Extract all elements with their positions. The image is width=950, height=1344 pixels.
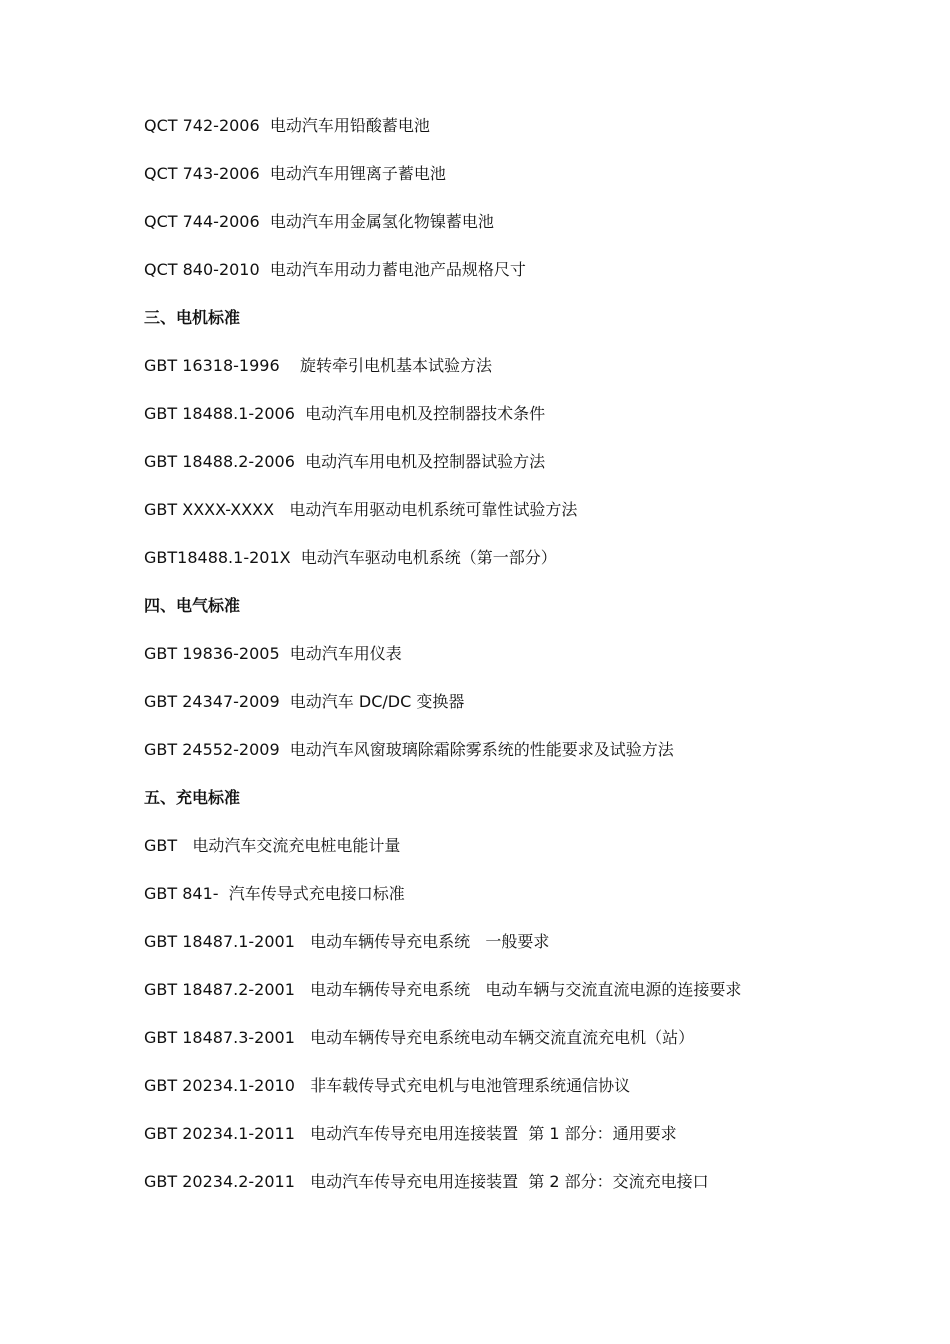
section-heading-charging: 五、充电标准: [144, 788, 241, 807]
standard-item: GBT 24347-2009 电动汽车 DC/DC 变换器: [144, 692, 465, 711]
standard-item: GBT 20234.1-2011 电动汽车传导充电用连接装置 第 1 部分：通用要求: [144, 1124, 677, 1143]
standard-item: GBT XXXX-XXXX 电动汽车用驱动电机系统可靠性试验方法: [144, 500, 578, 519]
standard-item: GBT 18487.2-2001 电动车辆传导充电系统 电动车辆与交流直流电源的连接要求: [144, 980, 742, 999]
standard-item: GBT 16318-1996 旋转牵引电机基本试验方法: [144, 356, 492, 375]
standard-item: GBT 18488.1-2006 电动汽车用电机及控制器技术条件: [144, 404, 546, 423]
standard-item: GBT 电动汽车交流充电桩电能计量: [144, 836, 401, 855]
standard-item: GBT 19836-2005 电动汽车用仪表: [144, 644, 402, 663]
standard-item: GBT 18487.3-2001 电动车辆传导充电系统电动车辆交流直流充电机（站）: [144, 1028, 695, 1047]
standard-item: GBT 18488.2-2006 电动汽车用电机及控制器试验方法: [144, 452, 546, 471]
standard-item: GBT 20234.1-2010 非车载传导式充电机与电池管理系统通信协议: [144, 1076, 631, 1095]
standard-item: QCT 743-2006 电动汽车用锂离子蓄电池: [144, 164, 446, 183]
section-heading-motor: 三、电机标准: [144, 308, 241, 327]
standard-item: GBT 24552-2009 电动汽车风窗玻璃除霜除雾系统的性能要求及试验方法: [144, 740, 674, 759]
standard-item: QCT 840-2010 电动汽车用动力蓄电池产品规格尺寸: [144, 260, 526, 279]
standard-item: QCT 744-2006 电动汽车用金属氢化物镍蓄电池: [144, 212, 494, 231]
standard-item: GBT 841- 汽车传导式充电接口标准: [144, 884, 405, 903]
standard-item: QCT 742-2006 电动汽车用铅酸蓄电池: [144, 116, 430, 135]
section-heading-electrical: 四、电气标准: [144, 596, 241, 615]
standard-item: GBT 20234.2-2011 电动汽车传导充电用连接装置 第 2 部分：交流充电接口: [144, 1172, 709, 1191]
standard-item: GBT18488.1-201X 电动汽车驱动电机系统（第一部分）: [144, 548, 557, 567]
standard-item: GBT 18487.1-2001 电动车辆传导充电系统 一般要求: [144, 932, 550, 951]
